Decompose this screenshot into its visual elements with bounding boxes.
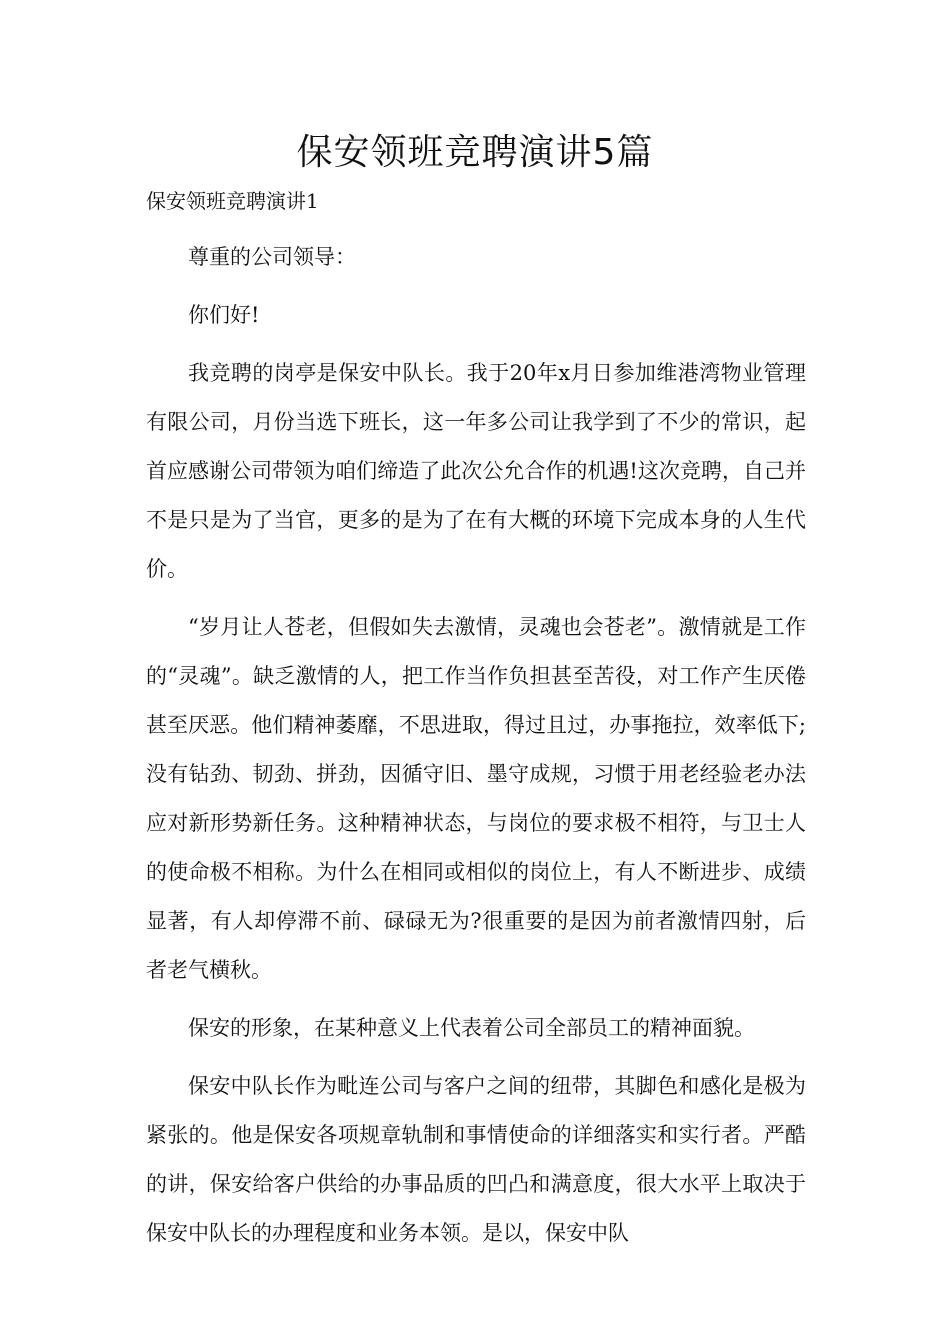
paragraph-passion: “岁月让人苍老，但假如失去激情，灵魂也会苍老”。激情就是工作的“灵魂”。缺乏激情的人，把工作当作负担甚至苦役，对工作产生厌倦甚至厌恶。他们精神萎靡，不思进取，得过且过，办事拖拉，效率低下;没有钻劲、韧劲、拼劲，因循守旧、墨守成规，习惯于用老经验老办法应对新形势新任务。这种精神状态，与岗位的要求极不相符，与卫士人的使命极不相称。为什么在相同或相似的岗位上，有人不断进步、成绩显著，有人却停滞不前、碌碌无为?很重要的是因为前者激情四射，后者老气横秋。 bbox=[146, 615, 806, 982]
paragraph-role: 保安中队长作为毗连公司与客户之间的纽带，其脚色和感化是极为紧张的。他是保安各项规章轨制和事情使命的详细落实和实行者。严酷的讲，保安给客户供给的办事品质的凹凸和满意度，很大水平上取决于保安中队长的办理程度和业务本领。是以，保安中队 bbox=[146, 1074, 806, 1245]
document-body bbox=[146, 233, 806, 1267]
paragraph-hello: 你们好! bbox=[188, 303, 260, 327]
paragraph-intro: 我竞聘的岗亭是保安中队长。我于20年x月日参加维港湾物业管理有限公司，月份当选下班长，这一年多公司让我学到了不少的常识，起首应感谢公司带领为咱们缔造了此次公允合作的机遇!这次竞聘，自己并不是只是为了当官，更多的是为了在有大概的环境下完成本身的人生代价。 bbox=[146, 361, 806, 581]
paragraph-image: 保安的形象，在某种意义上代表着公司全部员工的精神面貌。 bbox=[188, 1016, 755, 1040]
paragraph-greeting: 尊重的公司领导： bbox=[188, 245, 356, 269]
section-heading: 保安领班竞聘演讲1 bbox=[146, 189, 319, 213]
document-title: 保安领班竞聘演讲5篇 bbox=[296, 132, 654, 173]
